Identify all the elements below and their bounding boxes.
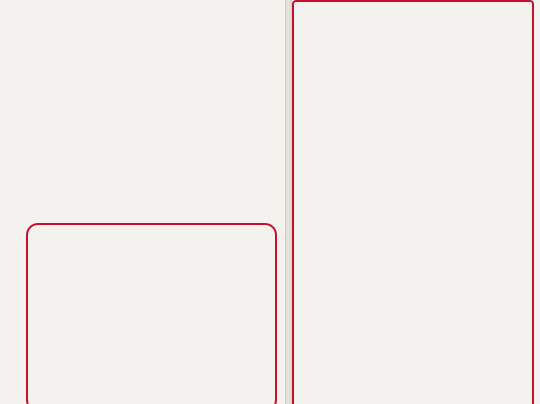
combination-plates-border xyxy=(26,223,277,404)
right-column xyxy=(292,0,540,404)
page-fold xyxy=(285,0,292,404)
house-specials-border xyxy=(292,0,534,404)
